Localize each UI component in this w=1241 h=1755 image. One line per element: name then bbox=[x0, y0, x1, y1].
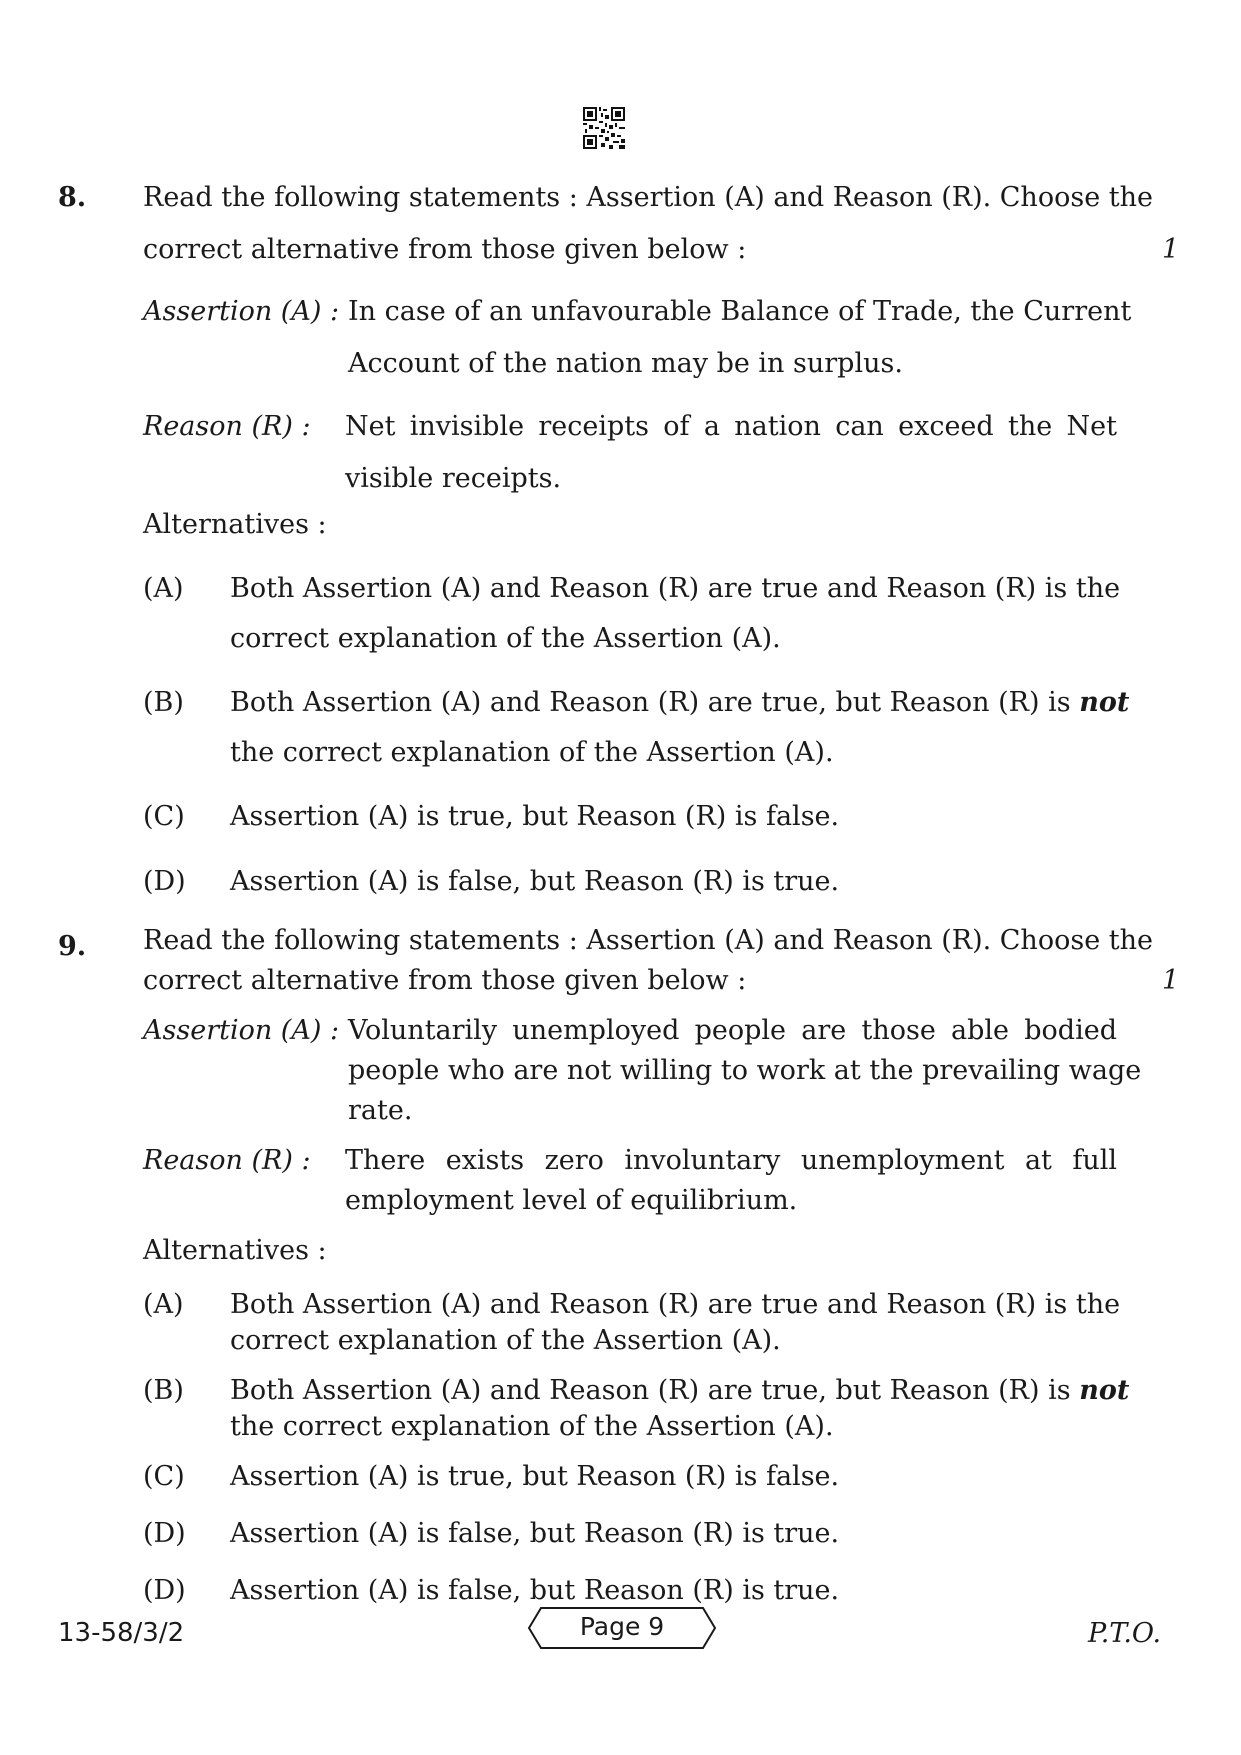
page-number: Page 9 bbox=[579, 1612, 665, 1641]
option-key: (B) bbox=[143, 687, 184, 718]
assertion-text: In case of an unfavourable Balance of Trade, the Current bbox=[348, 296, 1132, 327]
reason-label: Reason (R) : bbox=[143, 1145, 311, 1176]
question-stem: Read the following statements : Assertion (A) and Reason (R). Choose the bbox=[143, 925, 1153, 956]
reason-label: Reason (R) : bbox=[143, 411, 311, 442]
option-key: (C) bbox=[143, 801, 185, 832]
assertion-text: Voluntarily unemployed people are those able bodied bbox=[348, 1015, 1117, 1046]
assertion-text: people who are not willing to work at the prevailing wage bbox=[348, 1055, 1142, 1086]
option-text: Both Assertion (A) and Reason (R) are true, but Reason (R) is not bbox=[230, 1375, 1130, 1406]
option-key: (A) bbox=[143, 1289, 184, 1320]
question-stem: correct alternative from those given below : bbox=[143, 965, 747, 996]
option-text: the correct explanation of the Assertion (A). bbox=[230, 737, 834, 768]
qr-code-icon bbox=[583, 107, 625, 149]
reason-text: There exists zero involuntary unemployment at full bbox=[345, 1145, 1117, 1176]
question-stem: correct alternative from those given below : bbox=[143, 234, 747, 265]
option-key: (D) bbox=[143, 1518, 186, 1549]
option-key: (A) bbox=[143, 573, 184, 604]
question-stem: Read the following statements : Assertion (A) and Reason (R). Choose the bbox=[143, 182, 1153, 213]
option-text: Assertion (A) is false, but Reason (R) is true. bbox=[230, 1518, 840, 1549]
option-text: Assertion (A) is false, but Reason (R) is true. bbox=[230, 866, 840, 897]
option-key: (C) bbox=[143, 1461, 185, 1492]
alternatives-label: Alternatives : bbox=[143, 1235, 327, 1266]
marks-label: 1 bbox=[1162, 965, 1180, 996]
option-text: Assertion (A) is false, but Reason (R) is true. bbox=[230, 1575, 840, 1606]
option-text: Assertion (A) is true, but Reason (R) is false. bbox=[230, 1461, 840, 1492]
assertion-text: Account of the nation may be in surplus. bbox=[348, 348, 903, 379]
question-number: 8. bbox=[58, 182, 87, 213]
option-text: Both Assertion (A) and Reason (R) are true, but Reason (R) is not bbox=[230, 687, 1130, 718]
reason-text: employment level of equilibrium. bbox=[345, 1185, 798, 1216]
option-text: correct explanation of the Assertion (A). bbox=[230, 623, 781, 654]
option-text: Assertion (A) is true, but Reason (R) is false. bbox=[230, 801, 840, 832]
marks-label: 1 bbox=[1162, 234, 1180, 265]
reason-text: Net invisible receipts of a nation can exceed the Net bbox=[345, 411, 1117, 442]
option-text: Both Assertion (A) and Reason (R) are true and Reason (R) is the bbox=[230, 1289, 1121, 1320]
option-text: the correct explanation of the Assertion (A). bbox=[230, 1411, 834, 1442]
option-key: (D) bbox=[143, 866, 186, 897]
assertion-label: Assertion (A) : bbox=[143, 296, 340, 327]
option-text: Both Assertion (A) and Reason (R) are true and Reason (R) is the bbox=[230, 573, 1121, 604]
option-text: correct explanation of the Assertion (A). bbox=[230, 1325, 781, 1356]
paper-code: 13-58/3/2 bbox=[58, 1618, 185, 1648]
pto-label: P.T.O. bbox=[1088, 1618, 1162, 1649]
alternatives-label: Alternatives : bbox=[143, 509, 327, 540]
reason-text: visible receipts. bbox=[345, 463, 562, 494]
assertion-text: rate. bbox=[348, 1095, 413, 1126]
question-number: 9. bbox=[58, 931, 87, 962]
assertion-label: Assertion (A) : bbox=[143, 1015, 340, 1046]
option-key: (D) bbox=[143, 1575, 186, 1606]
option-key: (B) bbox=[143, 1375, 184, 1406]
